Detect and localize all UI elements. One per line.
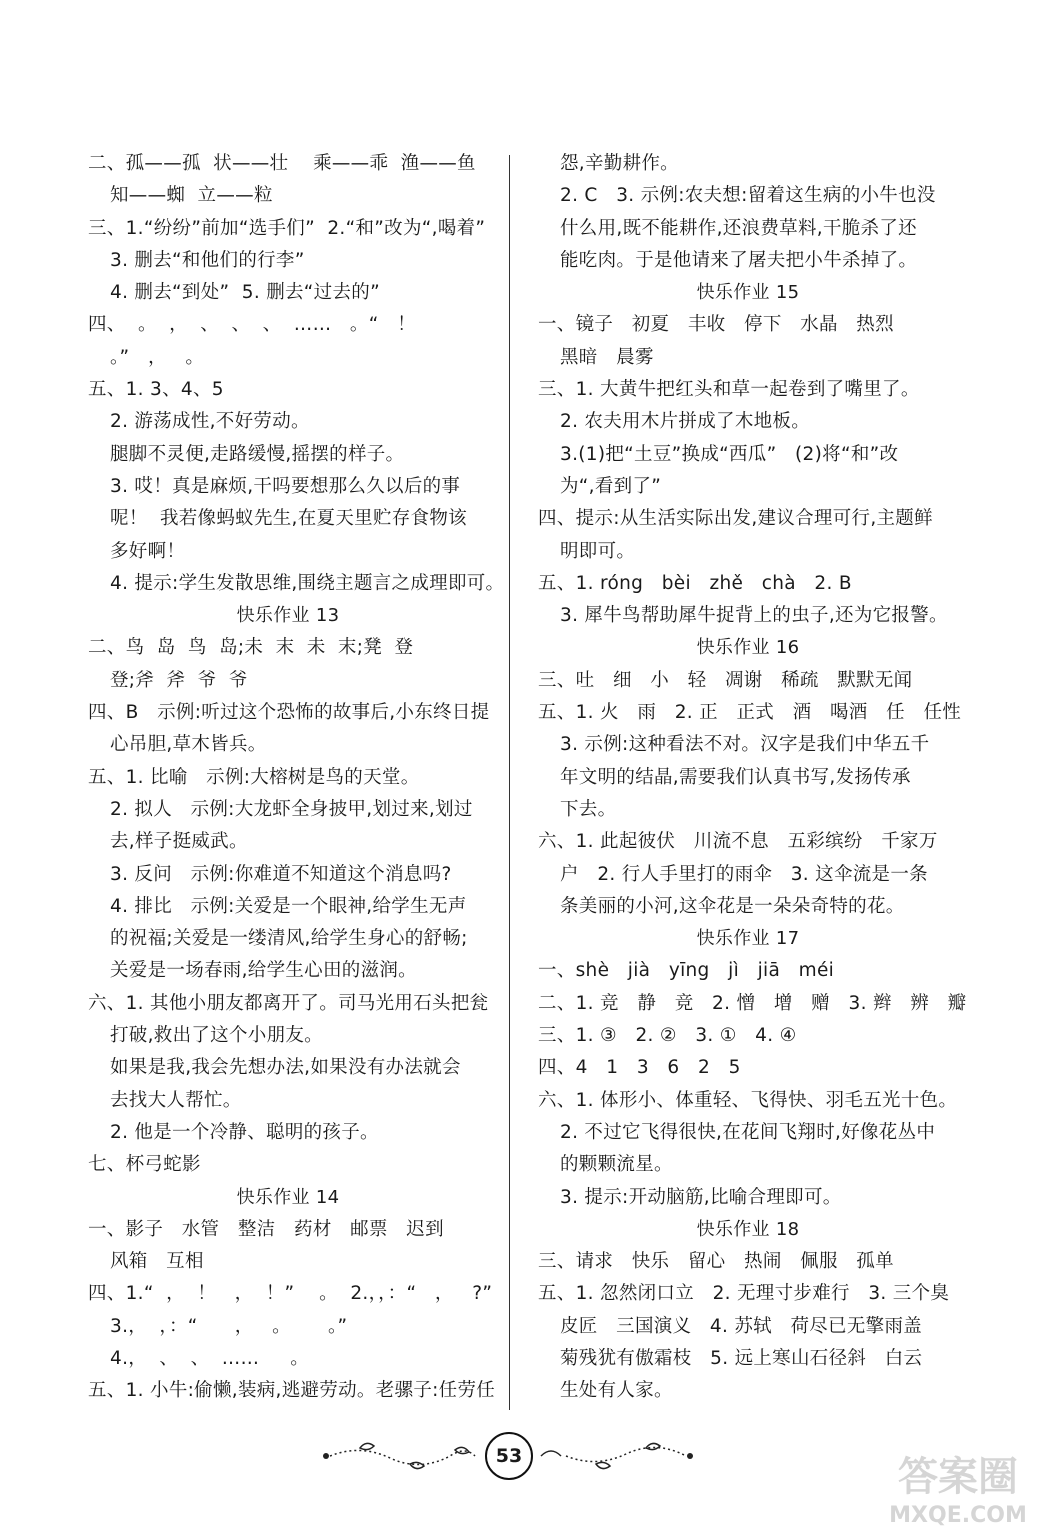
- right-answer-line: 六、1. 体形小、体重轻、飞得快、羽毛五光十色。: [538, 1089, 958, 1111]
- section-title: 快乐作业 17: [696, 928, 800, 950]
- left-answer-line: 四、1.“ ， ！ ， ！” 。 2.，，：“ ， ?”: [88, 1283, 493, 1305]
- right-answer-line: 三、吐 细 小 轻 凋谢 稀疏 默默无闻: [538, 669, 913, 691]
- section-title: 快乐作业 14: [236, 1186, 340, 1208]
- right-answer-line: 五、1. 火 雨 2. 正 正式 酒 喝酒 任 任性: [538, 702, 962, 724]
- right-answer-line: 生处有人家。: [560, 1380, 673, 1402]
- right-answer-line: 户 2. 行人手里打的雨伞 3. 这伞流是一条: [560, 863, 928, 885]
- left-answer-line: 四、 。 ， 、 、 、 …… 。“ ！: [88, 314, 416, 336]
- column-divider: [509, 155, 510, 1410]
- left-answer-line: 五、1. 3、4、5: [88, 379, 224, 401]
- left-answer-line: 二、孤——孤 状——壮 乘——乖 渔——鱼: [88, 153, 476, 174]
- right-answer-line: 菊残犹有傲霜枝 5. 远上寒山石径斜 白云: [560, 1347, 923, 1369]
- right-answer-line: 三、1. 大黄牛把红头和草一起卷到了嘴里了。: [538, 379, 920, 401]
- svg-text:MXQE.COM: MXQE.COM: [889, 1503, 1027, 1528]
- left-ornament-icon: [320, 1436, 480, 1476]
- left-answer-line: 4. 删去“到处” 5. 删去“过去的”: [110, 282, 380, 304]
- left-answer-line: 2. 拟人 示例:大龙虾全身披甲,划过来,划过: [110, 798, 473, 820]
- right-answer-line: 年文明的结晶,需要我们认真书写,发扬传承: [560, 766, 911, 788]
- right-answer-line: 五、1. 忽然闭口立 2. 无理寸步难行 3. 三个臭: [538, 1283, 950, 1305]
- right-answer-line: 能吃肉。于是他请来了屠夫把小牛杀掉了。: [560, 249, 918, 271]
- left-answer-line: 关爱是一场春雨,给学生心田的滋润。: [110, 960, 417, 982]
- left-answer-line: 4.， 、 、 …… 。: [110, 1347, 310, 1369]
- page-number: 53: [485, 1432, 533, 1480]
- left-answer-line: 心吊胆,草木皆兵。: [110, 734, 267, 756]
- right-answer-line: 明即可。: [560, 540, 636, 562]
- left-answer-line: 腿脚不灵便,走路缓慢,摇摆的样子。: [110, 443, 405, 465]
- left-answer-line: 风箱 互相: [110, 1251, 204, 1273]
- right-answer-line: 3. 提示:开动脑筋,比喻合理即可。: [560, 1186, 842, 1208]
- right-answer-line: 一、镜子 初夏 丰收 停下 水晶 热烈: [538, 314, 894, 336]
- left-answer-line: 2. 他是一个冷静、聪明的孩子。: [110, 1121, 379, 1143]
- right-answer-line: 3. 示例:这种看法不对。汉字是我们中华五千: [560, 734, 930, 756]
- right-answer-line: 四、4 1 3 6 2 5: [538, 1057, 741, 1079]
- left-answer-line: 3. 删去“和他们的行李”: [110, 249, 305, 271]
- left-answer-line: 的祝福;关爱是一缕清风,给学生身心的舒畅;: [110, 928, 468, 950]
- right-answer-line: 2. 不过它飞得很快,在花间飞翔时,好像花丛中: [560, 1121, 936, 1143]
- watermark-logo-icon: [873, 1444, 1043, 1530]
- right-answer-line: 五、1. róng bèi zhě chà 2. B: [538, 572, 852, 594]
- right-answer-line: 为“,看到了”: [560, 475, 662, 497]
- left-answer-line: 3. 哎！真是麻烦,干吗要想那么久以后的事: [110, 475, 461, 497]
- right-answer-line: 下去。: [560, 798, 617, 820]
- section-title: 快乐作业 16: [696, 637, 800, 659]
- left-answer-line: 3.， ，：“ ， 。 。”: [110, 1315, 348, 1337]
- left-answer-line: 。” ， 。: [110, 346, 205, 368]
- right-answer-line: 什么用,既不能耕作,还浪费草料,干脆杀了还: [560, 217, 917, 239]
- left-answer-line: 二、鸟 岛 鸟 岛;未 末 未 末;凳 登: [88, 637, 414, 659]
- left-answer-line: 四、B 示例:听过这个恐怖的故事后,小东终日提: [88, 702, 490, 724]
- right-answer-line: 三、请求 快乐 留心 热闹 佩服 孤单: [538, 1251, 894, 1273]
- left-answer-line: 去,样子挺威武。: [110, 831, 248, 853]
- left-answer-line: 去找大人帮忙。: [110, 1089, 242, 1111]
- left-answer-line: 五、1. 比喻 示例:大榕树是鸟的天堂。: [88, 766, 420, 788]
- right-answer-line: 皮匠 三国演义 4. 苏轼 荷尽已无擎雨盖: [560, 1315, 923, 1337]
- section-title: 快乐作业 15: [696, 282, 800, 304]
- right-answer-line: 怨,辛勤耕作。: [560, 153, 679, 174]
- right-ornament-icon: [536, 1436, 696, 1476]
- section-title: 快乐作业 13: [236, 605, 340, 627]
- right-answer-line: 2. C 3. 示例:农夫想:留着这生病的小牛也没: [560, 185, 936, 207]
- right-answer-line: 六、1. 此起彼伏 川流不息 五彩缤纷 千家万: [538, 831, 938, 853]
- left-column: [88, 148, 505, 1408]
- right-answer-line: 一、shè jià yīng jì jiā méi: [538, 960, 835, 982]
- left-answer-line: 4. 排比 示例:关爱是一个眼神,给学生无声: [110, 895, 467, 917]
- left-answer-line: 4. 提示:学生发散思维,围绕主题言之成理即可。: [110, 572, 505, 594]
- left-answer-line: 登;斧 斧 爷 爷: [110, 669, 248, 691]
- right-answer-line: 二、1. 竞 静 竞 2. 憎 增 赠 3. 辫 辨 瓣: [538, 992, 967, 1014]
- left-answer-line: 七、杯弓蛇影: [88, 1154, 201, 1176]
- section-title: 快乐作业 18: [696, 1218, 800, 1240]
- right-answer-line: 三、1. ③ 2. ② 3. ① 4. ④: [538, 1025, 797, 1047]
- right-answer-line: 条美丽的小河,这伞花是一朵朵奇特的花。: [560, 895, 905, 917]
- right-answer-line: 的颗颗流星。: [560, 1154, 673, 1176]
- left-answer-line: 多好啊！: [110, 540, 186, 562]
- right-answer-line: 黑暗 晨雾: [560, 346, 654, 368]
- left-answer-line: 知——蜘 立——粒: [110, 185, 273, 207]
- left-answer-line: 如果是我,我会先想办法,如果没有办法就会: [110, 1057, 461, 1079]
- left-answer-line: 一、影子 水管 整洁 药材 邮票 迟到: [88, 1218, 444, 1240]
- left-answer-line: 打破,救出了这个小朋友。: [110, 1025, 323, 1047]
- right-column: [538, 148, 967, 1408]
- left-answer-line: 五、1. 小牛:偷懒,装病,逃避劳动。老骡子:任劳任: [88, 1380, 496, 1402]
- left-answer-line: 三、1.“纷纷”前加“选手们” 2.“和”改为“,喝着”: [88, 217, 486, 239]
- left-answer-line: 3. 反问 示例:你难道不知道这个消息吗?: [110, 863, 452, 885]
- left-answer-line: 2. 游荡成性,不好劳动。: [110, 411, 310, 433]
- right-answer-line: 2. 农夫用木片拼成了木地板。: [560, 411, 811, 433]
- right-answer-line: 3.(1)把“土豆”换成“西瓜” (2)将“和”改: [560, 443, 899, 465]
- left-answer-line: 呢！ 我若像蚂蚁先生,在夏天里贮存食物该: [110, 508, 467, 530]
- svg-text:答案圈: 答案圈: [898, 1454, 1018, 1500]
- right-answer-line: 四、提示:从生活实际出发,建议合理可行,主题鲜: [538, 508, 933, 530]
- left-answer-line: 六、1. 其他小朋友都离开了。司马光用石头把瓮: [88, 992, 489, 1014]
- right-answer-line: 3. 犀牛鸟帮助犀牛捉背上的虫子,还为它报警。: [560, 605, 948, 627]
